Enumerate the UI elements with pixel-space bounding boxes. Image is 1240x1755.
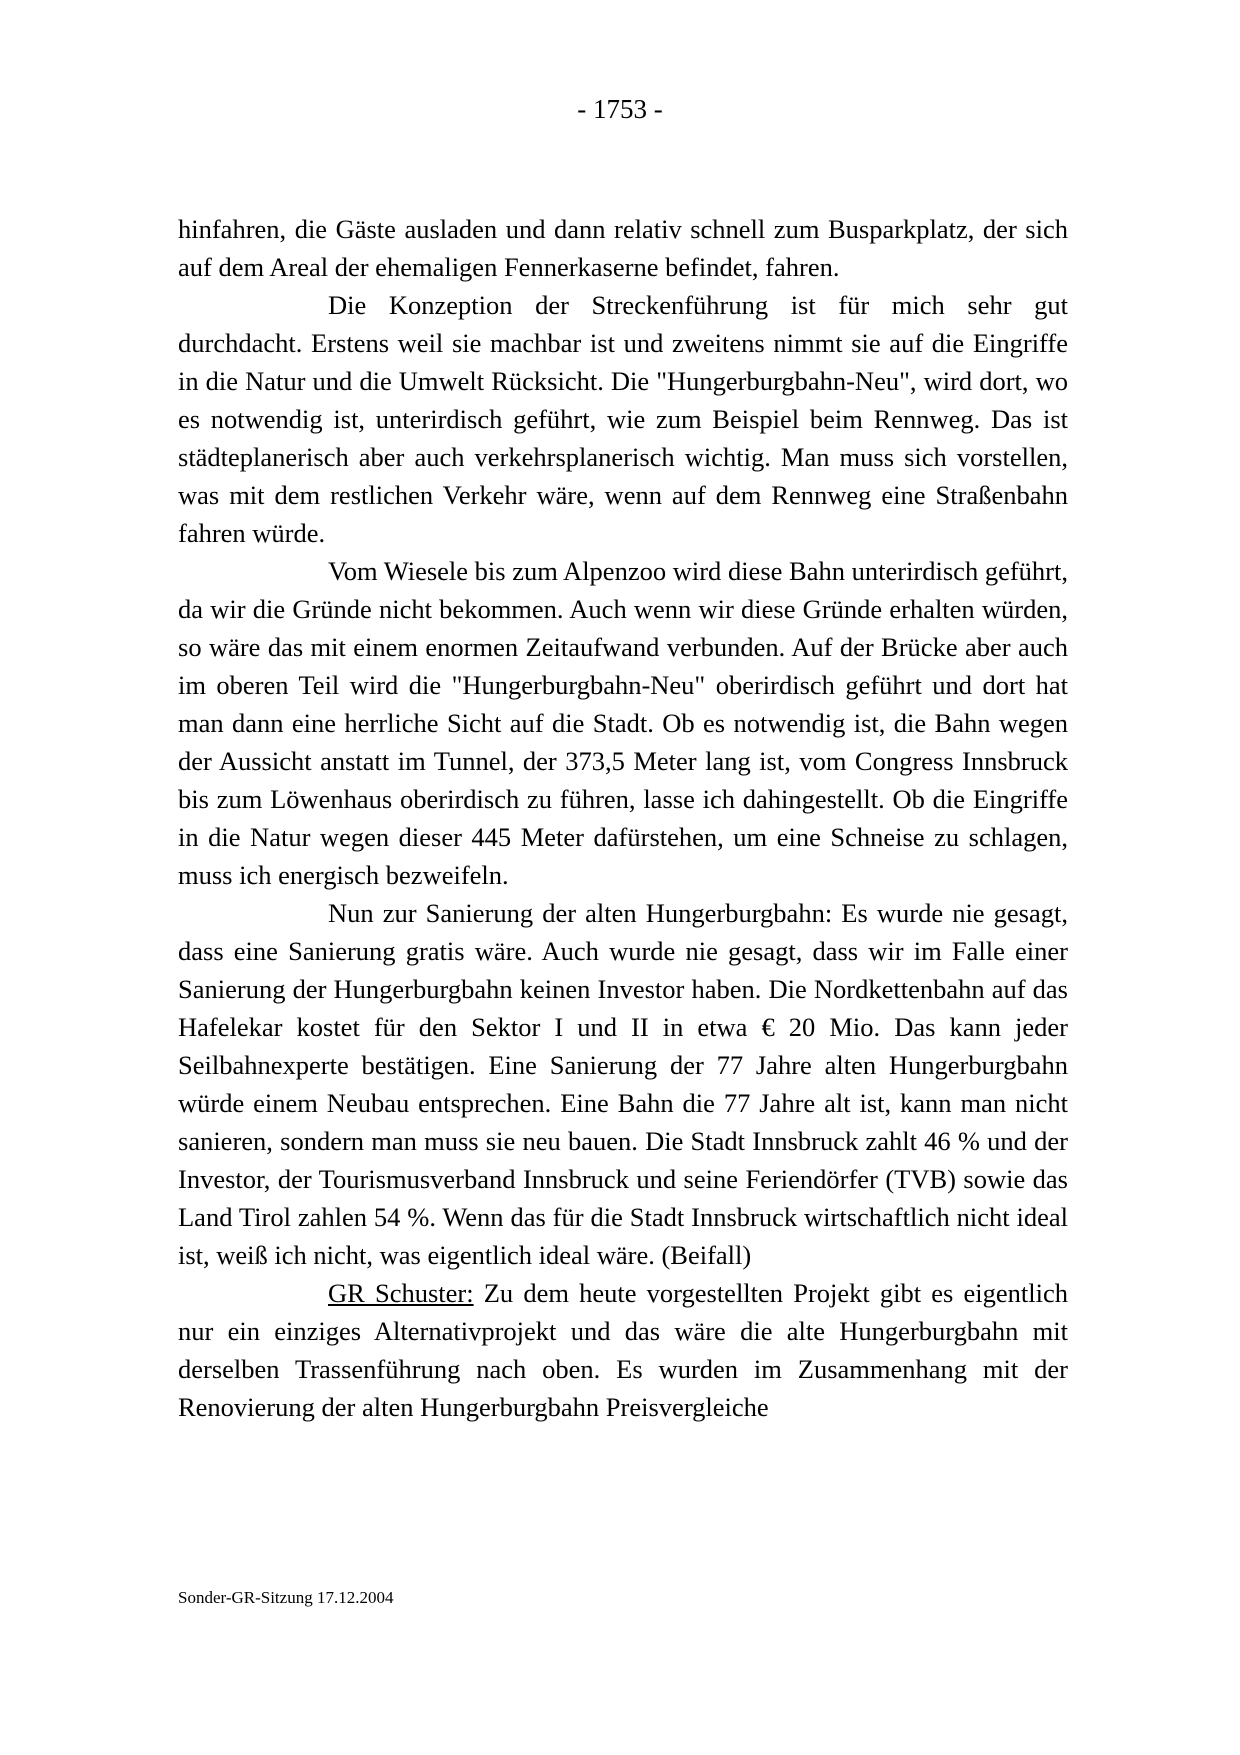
paragraph-sanierung: Nun zur Sanierung der alten Hungerburgbahn: Es wurde nie gesagt, dass eine Sanierung gratis wäre. Auch wurde nie gesagt, dass wir im Falle einer Sanierung der Hungerburgbahn keinen Investor haben. Die Nordkettenbahn auf das Hafelekar kostet für den Sektor I und II in etwa € 20 Mio. Das kann jeder Seilbahnexperte bestätigen. Eine Sanierung der 77 Jahre alten Hungerburgbahn würde einem Neubau entsprechen. Eine Bahn die 77 Jahre alt ist, kann man nicht sanieren, sondern man muss sie neu bauen. Die Stadt Innsbruck zahlt 46 % und der Investor, der Tourismusverband Innsbruck und seine Feriendörfer (TVB) sowie das Land Tirol zahlen 54 %. Wenn das für die Stadt Innsbruck wirtschaftlich nicht ideal ist, weiß ich nicht, was eigentlich ideal wäre. (Beifall)	[178, 898, 1068, 1270]
page-number: - 1753 -	[577, 94, 663, 124]
body-text	[178, 210, 1068, 1426]
paragraph-gr-schuster	[178, 1274, 1068, 1426]
paragraph-continuation: hinfahren, die Gäste ausladen und dann relativ schnell zum Busparkplatz, der sich auf dem Areal der ehemaligen Fennerkaserne befindet, fahren.	[178, 214, 1068, 282]
paragraph-streckenfuehrung: Die Konzeption der Streckenführung ist für mich sehr gut durchdacht. Erstens weil sie machbar ist und zweitens nimmt sie auf die Eingriffe in die Natur und die Umwelt Rücksicht. Die "Hungerburgbahn-Neu", wird dort, wo es notwendig ist, unterirdisch geführt, wie zum Beispiel beim Rennweg. Das ist städteplanerisch aber auch verkehrsplanerisch wichtig. Man muss sich vorstellen, was mit dem restlichen Verkehr wäre, wenn auf dem Rennweg eine Straßenbahn fahren würde.	[178, 290, 1068, 548]
speaker-statement: Zu dem heute vorgestellten Projekt gibt es eigentlich nur ein einziges Alternativprojekt und das wäre die alte Hungerburgbahn mit derselben Trassenführung nach oben. Es wurden im Zusammenhang mit der Renovierung der alten Hungerburgbahn Preisvergleiche	[178, 1278, 1068, 1422]
speaker-name: GR Schuster:	[328, 1278, 474, 1308]
paragraph-wiesele-alpenzoo: Vom Wiesele bis zum Alpenzoo wird diese Bahn unterirdisch geführt, da wir die Gründe nicht bekommen. Auch wenn wir diese Gründe erhalten würden, so wäre das mit einem enormen Zeitaufwand verbunden. Auf der Brücke aber auch im oberen Teil wird die "Hungerburgbahn-Neu" oberirdisch geführt und dort hat man dann eine herrliche Sicht auf die Stadt. Ob es notwendig ist, die Bahn wegen der Aussicht anstatt im Tunnel, der 373,5 Meter lang ist, vom Congress Innsbruck bis zum Löwenhaus oberirdisch zu führen, lasse ich dahingestellt. Ob die Eingriffe in die Natur wegen dieser 445 Meter dafürstehen, um eine Schneise zu schlagen, muss ich energisch bezweifeln.	[178, 556, 1068, 890]
footer-session-date: Sonder-GR-Sitzung 17.12.2004	[178, 1588, 394, 1607]
